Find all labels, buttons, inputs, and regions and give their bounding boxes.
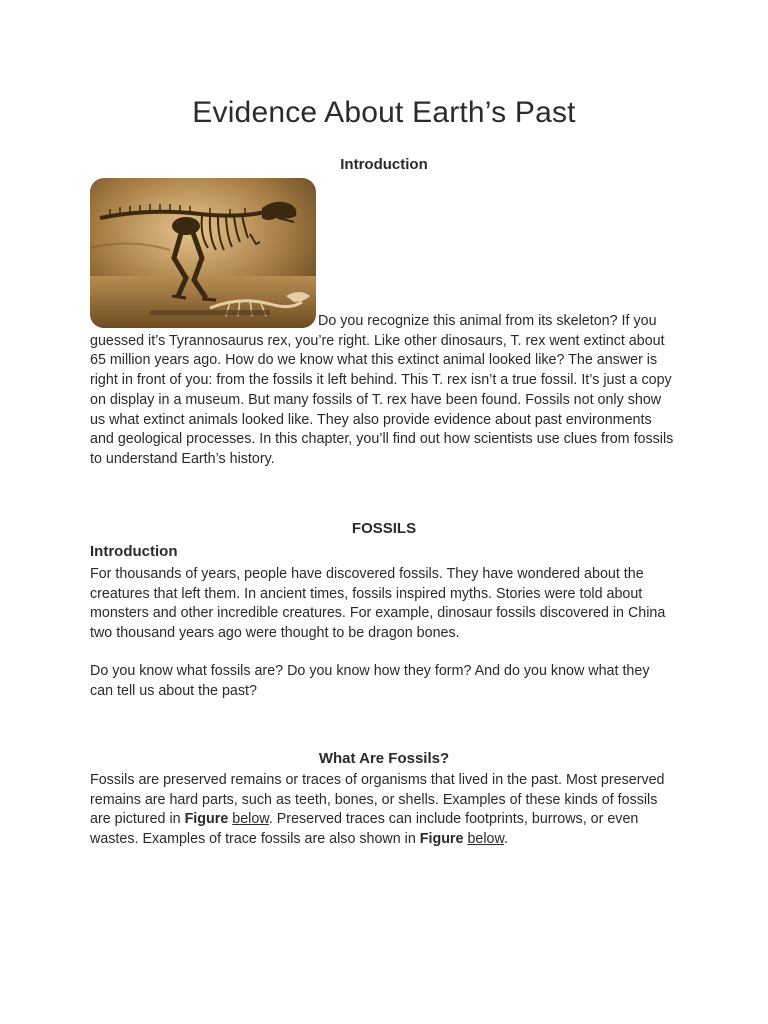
- what-are-fossils-heading: What Are Fossils?: [318, 750, 450, 767]
- what-text-part-3: .: [504, 831, 508, 848]
- figure-label-2: Figure: [419, 831, 464, 848]
- intro-paragraph: Do you recognize this animal from its skeleton? If you guessed it’s Tyrannosaurus rex, you’re right. Like other dinosaurs, T. rex went extinct about 65 million years ago. How do we know what this extinct animal looked like? The answer is right in front of you: from the fossils it left behind. This T. rex isn’t a true fossil. It’s just a copy on display in a museum. But many fossils of T. rex have been found. Fossils not only show us what extinct animals looked like. They also provide evidence about past environments and geological processes. In this chapter, you’ll find out how scientists use clues from fossils to understand Earth’s history.: [90, 313, 674, 467]
- what-text-part-2: . Preserved traces can include footprints, burrows, or even wastes. Examples of trace fossils are also shown in: [90, 811, 639, 848]
- fossils-paragraph-1: For thousands of years, people have discovered fossils. They have wondered about the creatures that left them. In ancient times, fossils inspired myths. Stories were told about monsters and other incredible creatures. For example, dinosaur fossils discovered in China two thousand years ago were thought to be dragon bones.: [90, 566, 666, 642]
- fossils-heading: FOSSILS: [351, 520, 417, 537]
- document-title: Evidence About Earth’s Past: [192, 96, 576, 129]
- fossils-intro-heading: Introduction: [90, 543, 178, 560]
- fossils-paragraph-2: Do you know what fossils are? Do you know how they form? And do you know what they can tell us about the past?: [90, 663, 650, 699]
- below-link-2[interactable]: below: [467, 831, 505, 848]
- intro-section: [90, 178, 675, 470]
- what-are-fossils-paragraph: [90, 771, 675, 850]
- trex-skeleton-image: [90, 178, 316, 328]
- intro-heading: Introduction: [340, 156, 428, 173]
- figure-label-1: Figure: [184, 811, 229, 828]
- below-link-1[interactable]: below: [232, 811, 269, 828]
- what-text-part-1: Fossils are preserved remains or traces of organisms that lived in the past. Most preserved remains are hard parts, such as teeth, bones, or shells. Examples of these kinds of fossils are pictured in: [90, 772, 665, 828]
